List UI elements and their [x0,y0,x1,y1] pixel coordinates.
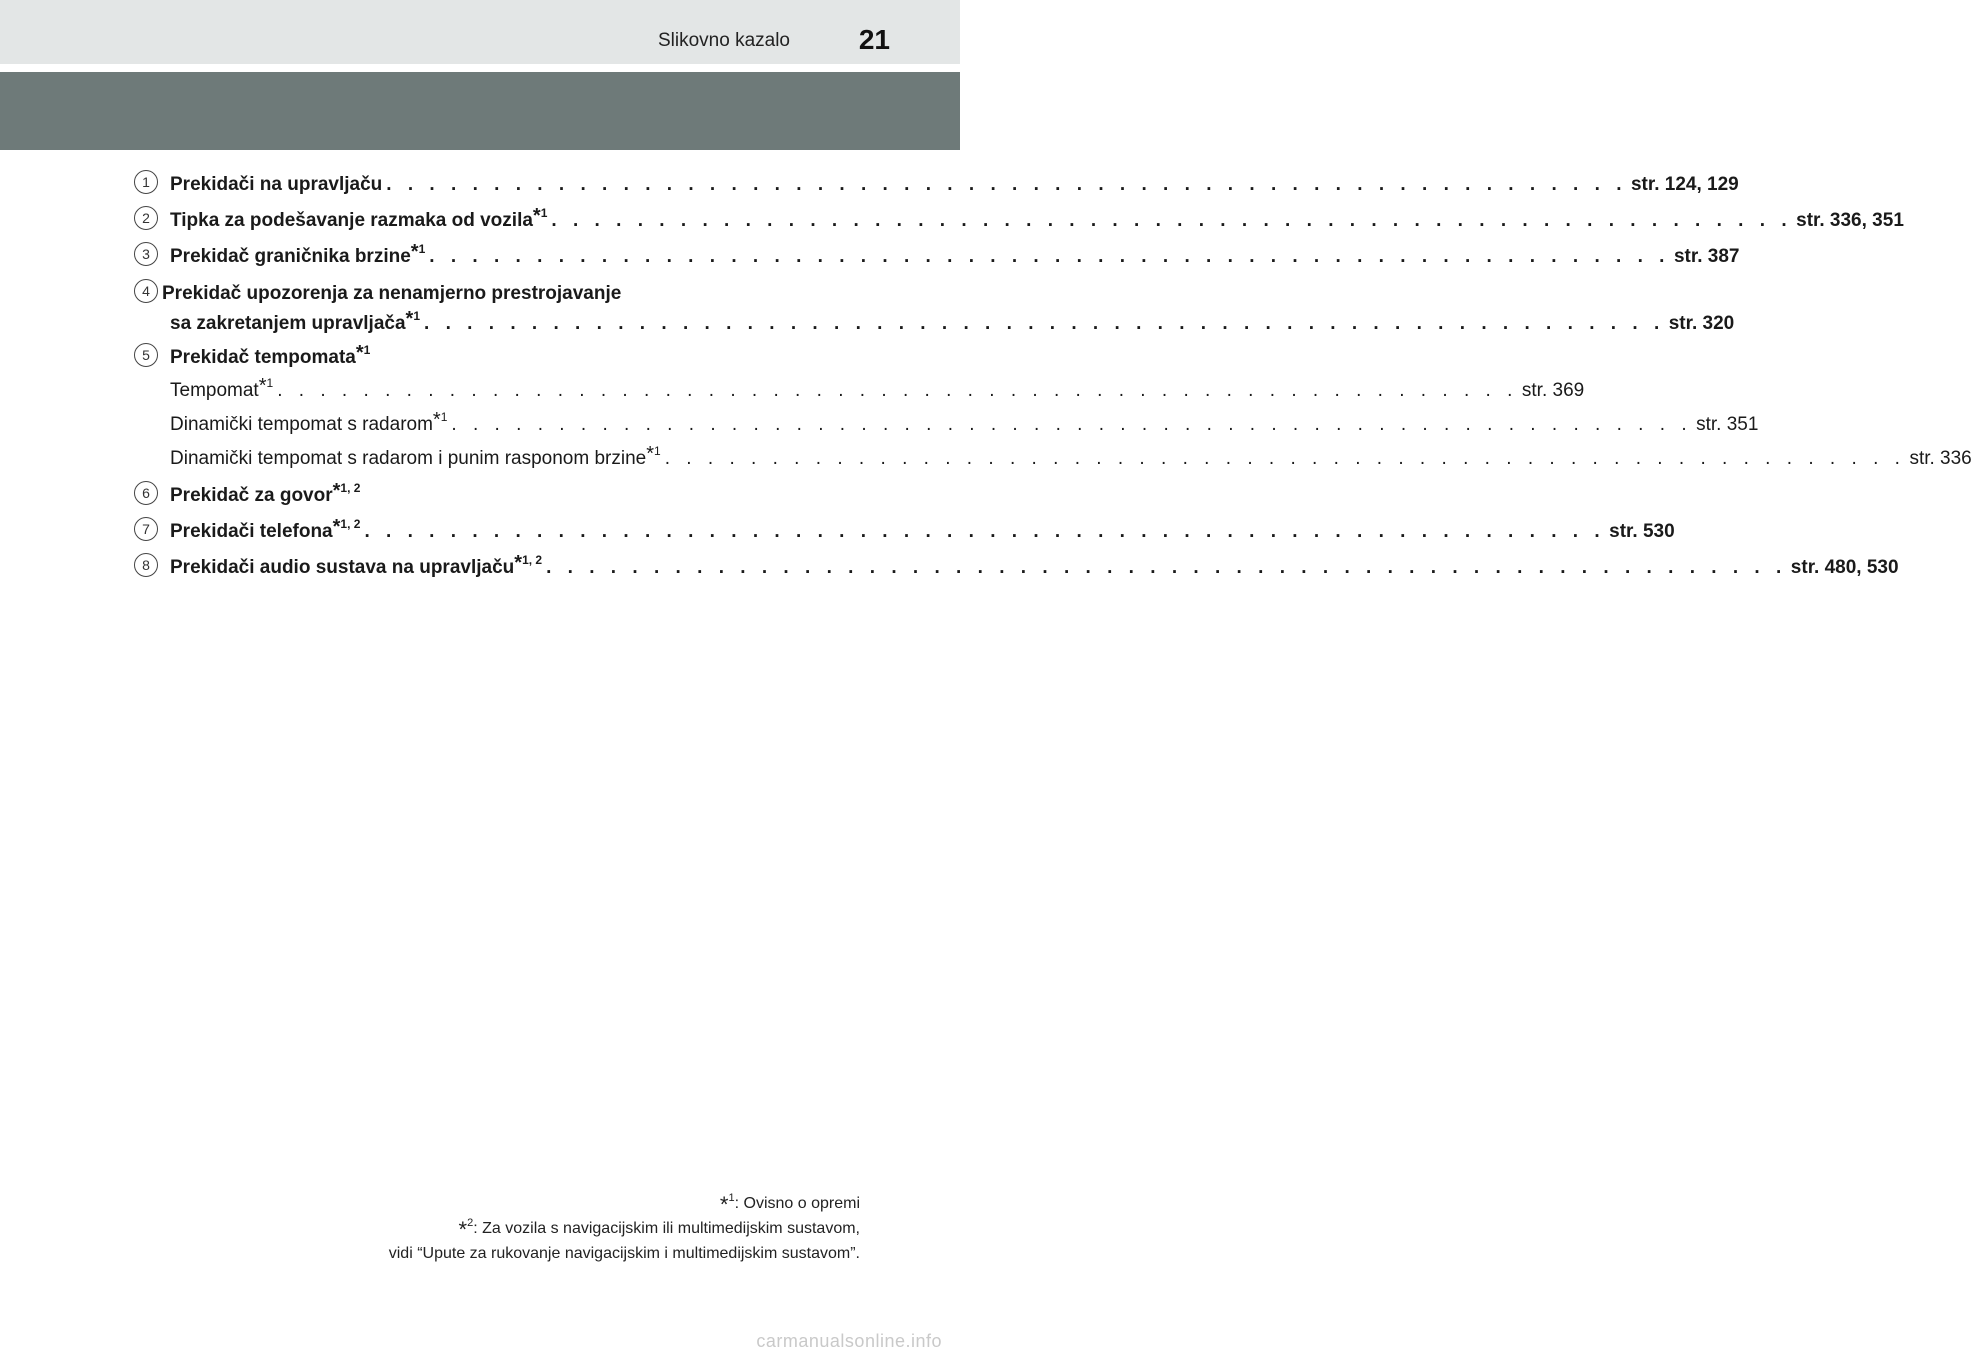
item-number-badge: 5 [134,343,158,367]
page-number: 21 [858,24,890,55]
item-line [162,279,824,305]
dot-leader: . . . . . . . . . . . . . . . . . . . . . . . . . . . . . . . . . . . . . . . . . . . . . . . . . . . . . . . . . . [546,557,1787,578]
footnote-marker: *1 [355,342,371,364]
subitem-line [170,443,1972,470]
dot-leader: . . . . . . . . . . . . . . . . . . . . . . . . . . . . . . . . . . . . . . . . . . . . . . . . . . . . . . . . . . [424,313,1665,334]
dot-leader: . . . . . . . . . . . . . . . . . . . . . . . . . . . . . . . . . . . . . . . . . . . . . . . . . . . . . . . . . . [364,521,1606,542]
footnote-marker: *1, 2 [332,516,361,538]
page-reference[interactable]: str. 369 [1521,380,1585,401]
item-title: Prekidač tempomata$^{*1}$ [170,342,371,368]
subitem-title: Dinamički tempomat s radarom i punim rasponom brzine$^{*1}$ [170,443,661,469]
item-line [170,241,1740,268]
item-title: Prekidači audio sustava na upravljaču$^{*1, 2}$ [170,552,543,578]
item-title: Prekidač za govor$^{*1, 2}$ [170,480,361,506]
page-reference[interactable]: str. 336, 351 [1796,210,1904,231]
header-band [0,72,960,150]
item-title: Prekidač graničnika brzine$^{*1}$ [170,241,426,267]
footnote-marker: *1 [405,308,421,330]
page-reference[interactable]: str. 124, 129 [1630,174,1739,195]
footnote-marker: *1 [410,241,426,263]
item-title: Tipka za podešavanje razmaka od vozila$^{*1}$ [170,205,548,231]
footnote-marker: *1 [646,443,661,465]
footnote-2-continued: vidi “Upute za rukovanje navigacijskim i multimedijskim sustavom”. [388,1245,860,1262]
item-line [170,308,1735,335]
footnote-marker: *1 [432,409,448,431]
item-line [170,205,1904,232]
footnote-2: *$^2$: Za vozila s navigacijskim ili multimedijskim sustavom, [458,1217,860,1242]
item-title: sa zakretanjem upravljača$^{*1}$ [170,308,421,334]
item-line [170,552,1899,579]
item-title: Prekidači na upravljaču [170,174,383,195]
subitem-line [170,375,1585,402]
footnotes [389,1192,860,1266]
item-number-badge: 4 [134,279,158,303]
footnote-marker: *1, 2 [332,480,361,502]
page-reference[interactable]: str. 480, 530 [1790,557,1899,578]
page-reference[interactable]: str. 351 [1696,414,1759,435]
page-reference[interactable]: str. 336 [1909,448,1972,469]
item-line [170,481,824,507]
item-title: Prekidači telefona$^{*1, 2}$ [170,516,361,542]
footnote-marker: *1 [532,205,548,227]
item-line [170,170,1739,196]
subitem-title: Dinamički tempomat s radarom$^{*1}$ [170,409,448,435]
subitem-title: Tempomat$^{*1}$ [170,375,274,401]
watermark: carmanualsonline.info [756,1331,942,1351]
header-bar [0,0,960,64]
subitem-line [170,409,1759,436]
item-line [170,343,824,369]
page-reference[interactable]: str. 320 [1668,313,1735,334]
footnote-marker: *1, 2 [514,552,543,574]
dot-leader: . . . . . . . . . . . . . . . . . . . . . . . . . . . . . . . . . . . . . . . . . . . . . . . . . . . . . . . . . . [429,246,1670,267]
item-number-badge: 1 [134,170,158,194]
item-line [170,516,1675,543]
item-title: Prekidač upozorenja za nenamjerno prestrojavanje [162,283,622,304]
item-number-badge: 8 [134,553,158,577]
section-title: Slikovno kazalo [657,30,790,51]
footnote-marker: *1 [258,375,274,397]
footnote-1: *$^1$: Ovisno o opremi [719,1192,860,1217]
item-number-badge: 7 [134,517,158,541]
page-reference[interactable]: str. 387 [1673,246,1740,267]
page-reference[interactable]: str. 530 [1609,521,1675,542]
dot-leader: . . . . . . . . . . . . . . . . . . . . . . . . . . . . . . . . . . . . . . . . . . . . . . . . . . . . . . . . . . [386,174,1627,195]
dot-leader: . . . . . . . . . . . . . . . . . . . . . . . . . . . . . . . . . . . . . . . . . . . . . . . . . . . . . . . . . . [451,414,1693,435]
item-number-badge: 2 [134,206,158,230]
dot-leader: . . . . . . . . . . . . . . . . . . . . . . . . . . . . . . . . . . . . . . . . . . . . . . . . . . . . . . . . . . [664,448,1906,469]
dot-leader: . . . . . . . . . . . . . . . . . . . . . . . . . . . . . . . . . . . . . . . . . . . . . . . . . . . . . . . . . . [277,380,1518,401]
item-number-badge: 6 [134,481,158,505]
dot-leader: . . . . . . . . . . . . . . . . . . . . . . . . . . . . . . . . . . . . . . . . . . . . . . . . . . . . . . . . . . [551,210,1793,231]
item-number-badge: 3 [134,242,158,266]
